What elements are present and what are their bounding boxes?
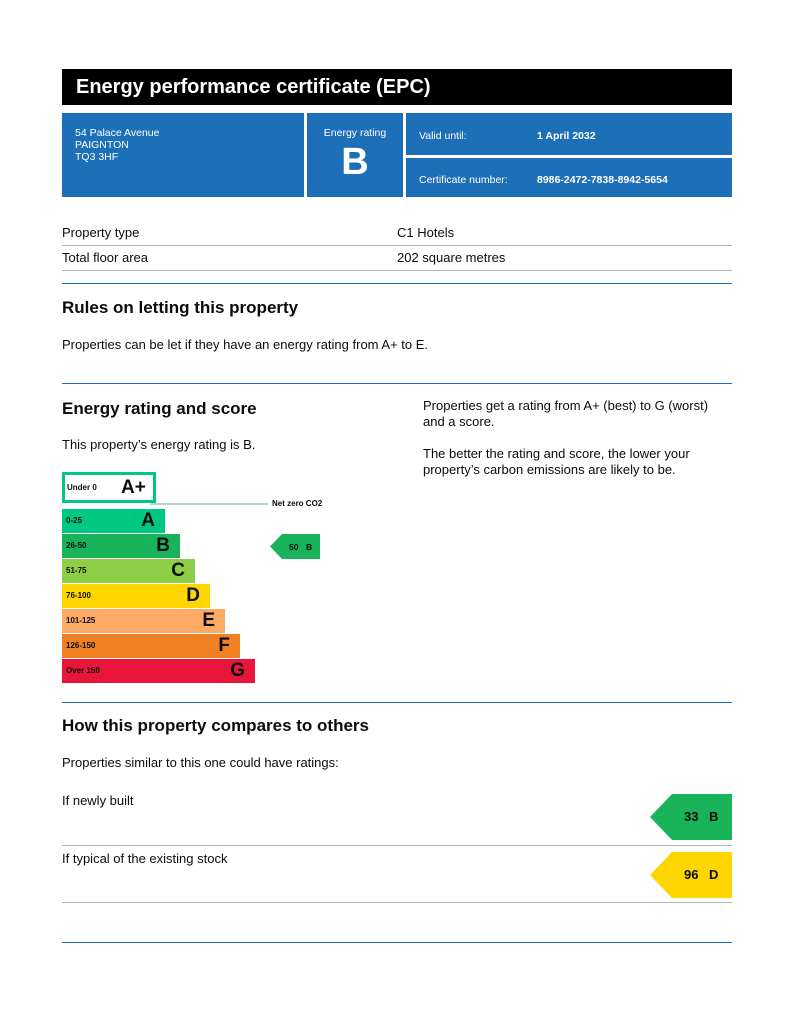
band-e-range: 101-125 [66, 616, 96, 625]
newly-built-arrow [650, 794, 732, 840]
band-f-letter: F [218, 635, 230, 656]
address [75, 127, 159, 163]
band-b-range: 26-50 [66, 541, 87, 550]
property-type-value: C1 Hotels [397, 225, 455, 240]
valid-until-panel [406, 113, 732, 155]
net-zero-label: Net zero CO2 [272, 499, 323, 508]
floor-area-label: Total floor area [62, 250, 148, 265]
newly-built-letter: B [709, 809, 719, 824]
property-type-row [62, 221, 732, 246]
rating-intro: This property’s energy rating is B. [62, 437, 256, 452]
band-aplus-range: Under 0 [67, 483, 97, 492]
band-c-letter: C [171, 560, 185, 581]
address-panel [62, 113, 304, 197]
current-rating-letter: B [306, 542, 313, 552]
compare-heading: How this property compares to others [62, 716, 369, 735]
current-rating-score: 50 [289, 542, 299, 552]
energy-rating-panel [307, 113, 403, 197]
band-d [62, 584, 210, 608]
newly-built-label: If newly built [62, 793, 134, 808]
band-a [62, 509, 165, 533]
compare-intro: Properties similar to this one could have ratings: [62, 755, 339, 770]
band-aplus-letter: A+ [121, 477, 146, 498]
typical-stock-arrow [650, 852, 732, 898]
band-b-letter: B [156, 535, 170, 556]
typical-stock-row [62, 847, 732, 903]
section-divider [62, 283, 732, 284]
property-type-label: Property type [62, 225, 140, 240]
rating-heading: Energy rating and score [62, 399, 257, 418]
band-g-range: Over 150 [66, 666, 100, 675]
band-e-letter: E [202, 610, 215, 631]
certificate-number-value: 8986-2472-7838-8942-5654 [537, 174, 668, 186]
band-d-range: 76-100 [66, 591, 91, 600]
address-line-2: PAIGNTON [75, 139, 129, 151]
newly-built-score: 33 [684, 809, 699, 824]
rules-text: Properties can be let if they have an energy rating from A+ to E. [62, 337, 429, 352]
title-bar [62, 69, 732, 105]
floor-area-row [62, 246, 732, 271]
valid-until-label: Valid until: [419, 130, 467, 142]
band-e [62, 609, 225, 633]
address-line-1: 54 Palace Avenue [75, 127, 160, 139]
band-a-range: 0-25 [66, 516, 83, 525]
net-zero-line [150, 503, 268, 505]
certificate-number-panel [406, 158, 732, 197]
band-aplus [62, 472, 156, 503]
address-line-3: TQ3 3HF [75, 151, 119, 163]
band-c-range: 51-75 [66, 566, 87, 575]
rules-heading: Rules on letting this property [62, 298, 299, 317]
section-divider [62, 702, 732, 703]
band-c [62, 559, 195, 583]
floor-area-value: 202 square metres [397, 250, 506, 265]
band-g [62, 659, 255, 683]
current-rating-arrow [270, 534, 320, 559]
band-a-letter: A [141, 510, 155, 531]
valid-until-value: 1 April 2032 [537, 130, 596, 142]
energy-rating-label: Energy rating [323, 127, 387, 139]
section-divider [62, 383, 732, 384]
band-f [62, 634, 240, 658]
band-g-letter: G [230, 660, 245, 681]
section-divider [62, 942, 732, 943]
typical-stock-score: 96 [684, 867, 699, 882]
page-title: Energy performance certificate (EPC) [76, 76, 431, 98]
typical-stock-letter: D [709, 867, 719, 882]
newly-built-row [62, 790, 732, 846]
band-b [62, 534, 180, 558]
band-f-range: 126-150 [66, 641, 96, 650]
typical-stock-label: If typical of the existing stock [62, 851, 228, 866]
energy-rating-value: B [341, 141, 369, 183]
band-d-letter: D [186, 585, 200, 606]
rating-explanation-1: Properties get a rating from A+ (best) to G (worst) and a score. [423, 398, 709, 429]
certificate-number-label: Certificate number: [419, 174, 508, 186]
rating-explanation-2: The better the rating and score, the lower your property’s carbon emissions are likely to be. [423, 446, 690, 477]
